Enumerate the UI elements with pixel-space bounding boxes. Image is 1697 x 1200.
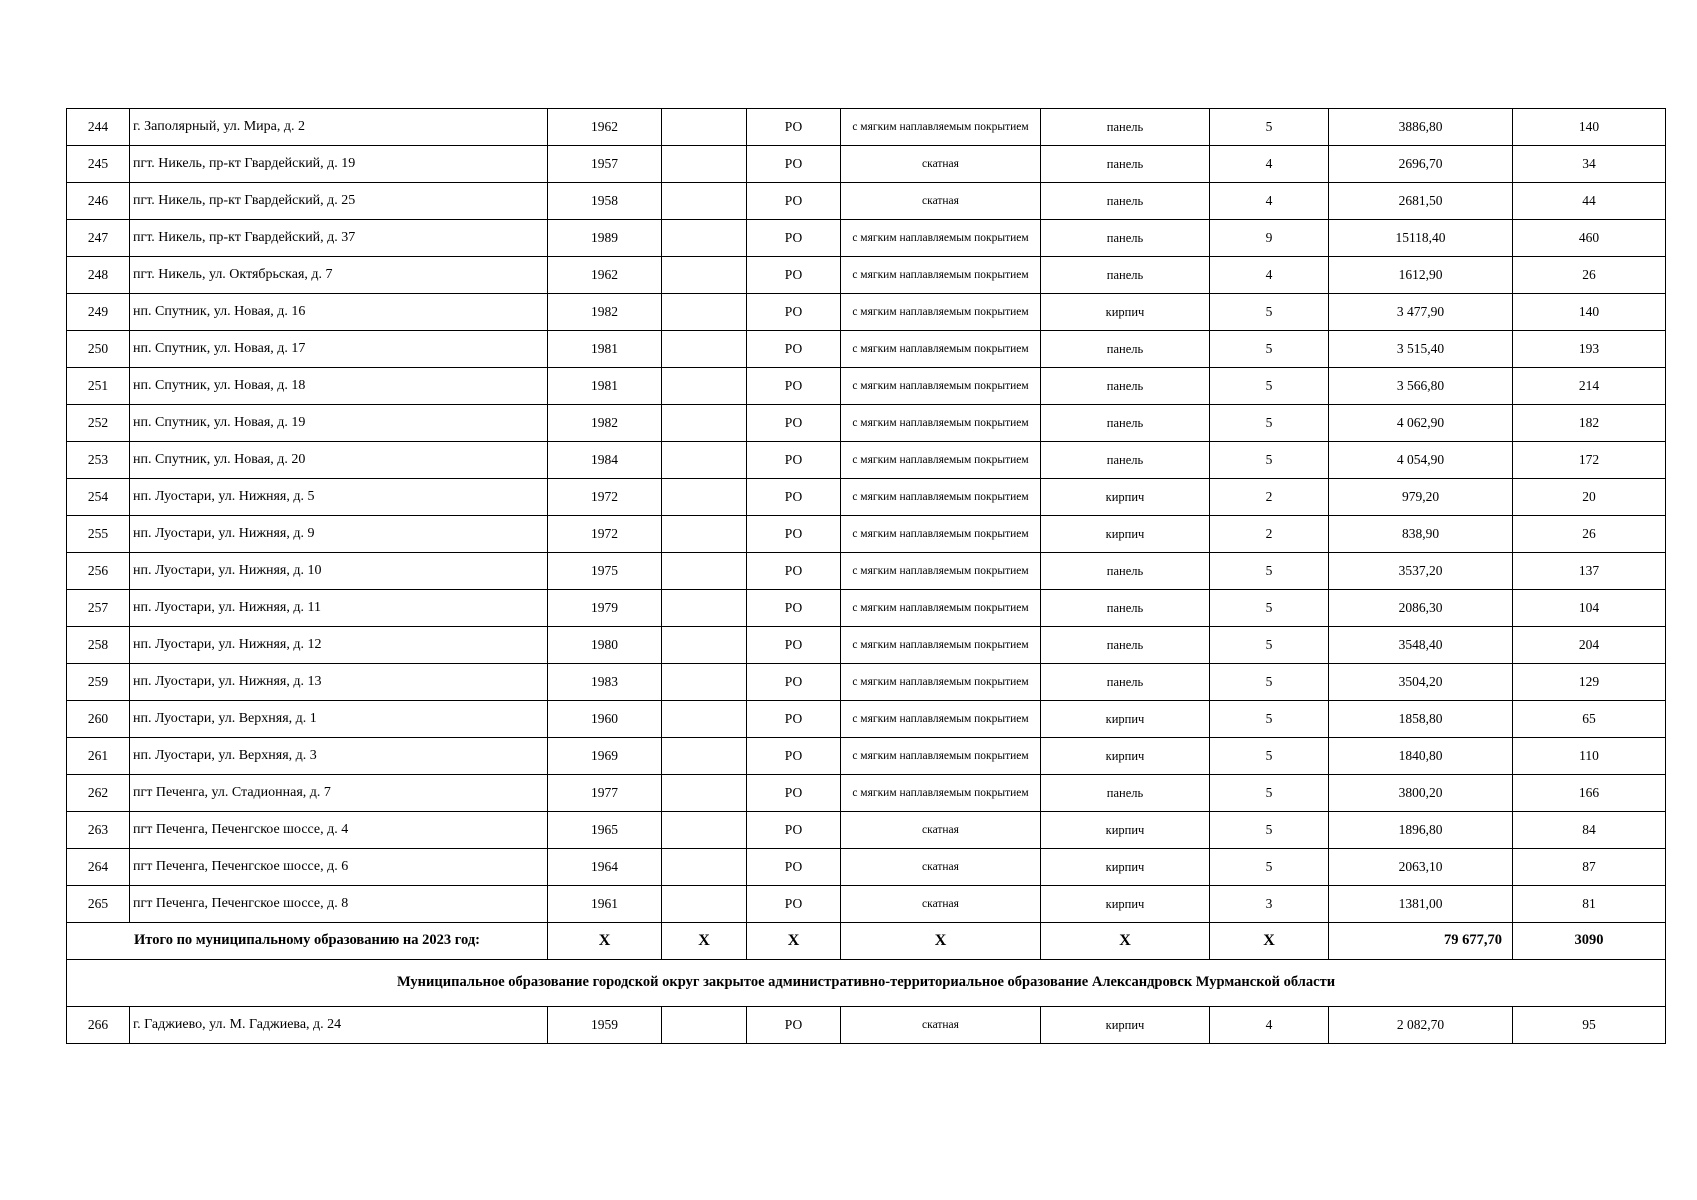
year-cell: 1982 [548,294,662,331]
method-cell: РО [747,1007,841,1044]
address-cell: г. Заполярный, ул. Мира, д. 2 [130,109,548,146]
residents-cell: 44 [1513,183,1666,220]
floors-cell: 5 [1210,405,1329,442]
empty-cell [662,109,747,146]
roof-type-cell: с мягким наплавляемым покрытием [841,553,1041,590]
wall-material-cell: кирпич [1041,516,1210,553]
residents-cell: 129 [1513,664,1666,701]
residents-cell: 214 [1513,368,1666,405]
residents-cell: 104 [1513,590,1666,627]
year-cell: 1962 [548,257,662,294]
wall-material-cell: панель [1041,146,1210,183]
residents-cell: 204 [1513,627,1666,664]
empty-cell [662,405,747,442]
table-row [67,220,1666,257]
area-cell: 979,20 [1329,479,1513,516]
roof-type-cell: скатная [841,849,1041,886]
table-row [67,590,1666,627]
floors-cell: 5 [1210,553,1329,590]
wall-material-cell: панель [1041,183,1210,220]
wall-material-cell: кирпич [1041,849,1210,886]
area-cell: 1612,90 [1329,257,1513,294]
area-cell: 838,90 [1329,516,1513,553]
wall-material-cell: кирпич [1041,701,1210,738]
roof-type-cell: с мягким наплавляемым покрытием [841,738,1041,775]
address-cell: пгт Печенга, Печенгское шоссе, д. 4 [130,812,548,849]
area-cell: 3548,40 [1329,627,1513,664]
roof-type-cell: с мягким наплавляемым покрытием [841,516,1041,553]
empty-cell [662,220,747,257]
floors-cell: 4 [1210,1007,1329,1044]
wall-material-cell: панель [1041,775,1210,812]
table-row [67,516,1666,553]
method-cell: РО [747,812,841,849]
wall-material-cell: панель [1041,442,1210,479]
wall-material-cell: кирпич [1041,812,1210,849]
residents-cell: 95 [1513,1007,1666,1044]
residents-cell: 166 [1513,775,1666,812]
year-cell: 1965 [548,812,662,849]
row-number-cell: 255 [67,516,130,553]
table-row [67,553,1666,590]
area-cell: 3 477,90 [1329,294,1513,331]
year-cell: 1983 [548,664,662,701]
total-row [67,923,1666,960]
wall-material-cell: панель [1041,109,1210,146]
method-cell: РО [747,664,841,701]
residents-cell: 26 [1513,257,1666,294]
area-cell: 3 515,40 [1329,331,1513,368]
address-cell: пгт. Никель, пр-кт Гвардейский, д. 19 [130,146,548,183]
row-number-cell: 264 [67,849,130,886]
area-cell: 1858,80 [1329,701,1513,738]
row-number-cell: 247 [67,220,130,257]
residents-cell: 84 [1513,812,1666,849]
table-row [67,738,1666,775]
address-cell: нп. Спутник, ул. Новая, д. 17 [130,331,548,368]
method-cell: РО [747,405,841,442]
residents-cell: 172 [1513,442,1666,479]
total-x-mark: Х [662,923,747,960]
method-cell: РО [747,738,841,775]
total-area: 79 677,70 [1329,923,1513,960]
roof-type-cell: скатная [841,886,1041,923]
roof-type-cell: с мягким наплавляемым покрытием [841,368,1041,405]
row-number-cell: 265 [67,886,130,923]
table-row [67,294,1666,331]
row-number-cell: 260 [67,701,130,738]
residents-cell: 65 [1513,701,1666,738]
table-row [67,109,1666,146]
empty-cell [662,257,747,294]
area-cell: 15118,40 [1329,220,1513,257]
row-number-cell: 258 [67,627,130,664]
address-cell: пгт Печенга, Печенгское шоссе, д. 6 [130,849,548,886]
total-x-mark: Х [841,923,1041,960]
floors-cell: 5 [1210,109,1329,146]
roof-type-cell: с мягким наплавляемым покрытием [841,479,1041,516]
year-cell: 1961 [548,886,662,923]
wall-material-cell: панель [1041,220,1210,257]
address-cell: нп. Луостари, ул. Нижняя, д. 10 [130,553,548,590]
wall-material-cell: панель [1041,405,1210,442]
roof-type-cell: с мягким наплавляемым покрытием [841,257,1041,294]
roof-type-cell: с мягким наплавляемым покрытием [841,664,1041,701]
roof-type-cell: скатная [841,183,1041,220]
table-row [67,775,1666,812]
empty-cell [662,516,747,553]
floors-cell: 9 [1210,220,1329,257]
floors-cell: 2 [1210,516,1329,553]
table-row [67,257,1666,294]
year-cell: 1958 [548,183,662,220]
roof-type-cell: с мягким наплавляемым покрытием [841,775,1041,812]
address-cell: нп. Спутник, ул. Новая, д. 18 [130,368,548,405]
residents-cell: 34 [1513,146,1666,183]
wall-material-cell: кирпич [1041,294,1210,331]
total-label: Итого по муниципальному образованию на 2023 год: [67,923,548,960]
row-number-cell: 250 [67,331,130,368]
empty-cell [662,886,747,923]
floors-cell: 5 [1210,812,1329,849]
floors-cell: 2 [1210,479,1329,516]
address-cell: г. Гаджиево, ул. М. Гаджиева, д. 24 [130,1007,548,1044]
method-cell: РО [747,220,841,257]
row-number-cell: 263 [67,812,130,849]
area-cell: 3 566,80 [1329,368,1513,405]
area-cell: 2063,10 [1329,849,1513,886]
address-cell: нп. Луостари, ул. Верхняя, д. 1 [130,701,548,738]
address-cell: пгт Печенга, Печенгское шоссе, д. 8 [130,886,548,923]
empty-cell [662,294,747,331]
method-cell: РО [747,146,841,183]
method-cell: РО [747,109,841,146]
residents-cell: 81 [1513,886,1666,923]
method-cell: РО [747,775,841,812]
address-cell: пгт. Никель, пр-кт Гвардейский, д. 37 [130,220,548,257]
residents-cell: 140 [1513,109,1666,146]
floors-cell: 5 [1210,701,1329,738]
address-cell: пгт. Никель, пр-кт Гвардейский, д. 25 [130,183,548,220]
total-residents: 3090 [1513,923,1666,960]
floors-cell: 4 [1210,183,1329,220]
address-cell: пгт. Никель, ул. Октябрьская, д. 7 [130,257,548,294]
roof-type-cell: скатная [841,812,1041,849]
area-cell: 2696,70 [1329,146,1513,183]
row-number-cell: 253 [67,442,130,479]
address-cell: пгт Печенга, ул. Стадионная, д. 7 [130,775,548,812]
empty-cell [662,183,747,220]
year-cell: 1979 [548,590,662,627]
empty-cell [662,368,747,405]
method-cell: РО [747,590,841,627]
roof-type-cell: с мягким наплавляемым покрытием [841,331,1041,368]
table-row [67,331,1666,368]
area-cell: 1381,00 [1329,886,1513,923]
address-cell: нп. Луостари, ул. Нижняя, д. 9 [130,516,548,553]
empty-cell [662,1007,747,1044]
row-number-cell: 254 [67,479,130,516]
table-row [67,627,1666,664]
roof-type-cell: с мягким наплавляемым покрытием [841,701,1041,738]
table-row [67,849,1666,886]
empty-cell [662,146,747,183]
table-row [67,886,1666,923]
residents-cell: 87 [1513,849,1666,886]
floors-cell: 5 [1210,775,1329,812]
roof-type-cell: с мягким наплавляемым покрытием [841,405,1041,442]
year-cell: 1982 [548,405,662,442]
method-cell: РО [747,627,841,664]
year-cell: 1969 [548,738,662,775]
floors-cell: 5 [1210,738,1329,775]
row-number-cell: 248 [67,257,130,294]
table-row [67,664,1666,701]
year-cell: 1984 [548,442,662,479]
wall-material-cell: кирпич [1041,1007,1210,1044]
table-row [67,183,1666,220]
residents-cell: 182 [1513,405,1666,442]
area-cell: 3504,20 [1329,664,1513,701]
wall-material-cell: панель [1041,331,1210,368]
row-number-cell: 245 [67,146,130,183]
year-cell: 1981 [548,368,662,405]
residents-cell: 193 [1513,331,1666,368]
roof-type-cell: скатная [841,146,1041,183]
residents-cell: 20 [1513,479,1666,516]
area-cell: 1840,80 [1329,738,1513,775]
method-cell: РО [747,442,841,479]
row-number-cell: 252 [67,405,130,442]
area-cell: 1896,80 [1329,812,1513,849]
floors-cell: 3 [1210,886,1329,923]
method-cell: РО [747,516,841,553]
table-row [67,1007,1666,1044]
address-cell: нп. Луостари, ул. Нижняя, д. 11 [130,590,548,627]
area-cell: 3800,20 [1329,775,1513,812]
roof-type-cell: скатная [841,1007,1041,1044]
row-number-cell: 256 [67,553,130,590]
residents-cell: 26 [1513,516,1666,553]
row-number-cell: 257 [67,590,130,627]
empty-cell [662,849,747,886]
empty-cell [662,812,747,849]
row-number-cell: 261 [67,738,130,775]
total-x-mark: Х [747,923,841,960]
wall-material-cell: кирпич [1041,886,1210,923]
empty-cell [662,442,747,479]
year-cell: 1959 [548,1007,662,1044]
floors-cell: 5 [1210,590,1329,627]
row-number-cell: 249 [67,294,130,331]
method-cell: РО [747,331,841,368]
year-cell: 1957 [548,146,662,183]
floors-cell: 5 [1210,849,1329,886]
method-cell: РО [747,479,841,516]
wall-material-cell: панель [1041,664,1210,701]
table-row [67,701,1666,738]
method-cell: РО [747,886,841,923]
total-x-mark: Х [548,923,662,960]
wall-material-cell: панель [1041,553,1210,590]
table-row [67,368,1666,405]
year-cell: 1962 [548,109,662,146]
year-cell: 1964 [548,849,662,886]
floors-cell: 5 [1210,442,1329,479]
method-cell: РО [747,183,841,220]
year-cell: 1989 [548,220,662,257]
row-number-cell: 246 [67,183,130,220]
address-cell: нп. Спутник, ул. Новая, д. 20 [130,442,548,479]
roof-type-cell: с мягким наплавляемым покрытием [841,442,1041,479]
table-body [67,109,1666,1044]
wall-material-cell: панель [1041,257,1210,294]
address-cell: нп. Луостари, ул. Нижняя, д. 12 [130,627,548,664]
row-number-cell: 244 [67,109,130,146]
year-cell: 1960 [548,701,662,738]
wall-material-cell: панель [1041,368,1210,405]
roof-type-cell: с мягким наплавляемым покрытием [841,294,1041,331]
method-cell: РО [747,553,841,590]
row-number-cell: 259 [67,664,130,701]
area-cell: 3886,80 [1329,109,1513,146]
empty-cell [662,479,747,516]
empty-cell [662,553,747,590]
row-number-cell: 266 [67,1007,130,1044]
area-cell: 2086,30 [1329,590,1513,627]
year-cell: 1975 [548,553,662,590]
roof-type-cell: с мягким наплавляемым покрытием [841,220,1041,257]
address-cell: нп. Спутник, ул. Новая, д. 16 [130,294,548,331]
floors-cell: 5 [1210,331,1329,368]
area-cell: 2681,50 [1329,183,1513,220]
total-x-mark: Х [1210,923,1329,960]
area-cell: 4 062,90 [1329,405,1513,442]
empty-cell [662,331,747,368]
floors-cell: 5 [1210,368,1329,405]
method-cell: РО [747,701,841,738]
address-cell: нп. Спутник, ул. Новая, д. 19 [130,405,548,442]
method-cell: РО [747,368,841,405]
total-x-mark: Х [1041,923,1210,960]
method-cell: РО [747,257,841,294]
roof-type-cell: с мягким наплавляемым покрытием [841,627,1041,664]
wall-material-cell: кирпич [1041,479,1210,516]
floors-cell: 5 [1210,627,1329,664]
row-number-cell: 251 [67,368,130,405]
table-row [67,479,1666,516]
year-cell: 1980 [548,627,662,664]
roof-type-cell: с мягким наплавляемым покрытием [841,590,1041,627]
empty-cell [662,627,747,664]
empty-cell [662,738,747,775]
floors-cell: 5 [1210,664,1329,701]
empty-cell [662,590,747,627]
row-number-cell: 262 [67,775,130,812]
area-cell: 3537,20 [1329,553,1513,590]
year-cell: 1972 [548,516,662,553]
floors-cell: 4 [1210,257,1329,294]
empty-cell [662,664,747,701]
wall-material-cell: панель [1041,627,1210,664]
table-row [67,442,1666,479]
area-cell: 2 082,70 [1329,1007,1513,1044]
floors-cell: 5 [1210,294,1329,331]
residents-cell: 460 [1513,220,1666,257]
floors-cell: 4 [1210,146,1329,183]
address-cell: нп. Луостари, ул. Нижняя, д. 5 [130,479,548,516]
year-cell: 1981 [548,331,662,368]
residents-cell: 140 [1513,294,1666,331]
residents-cell: 110 [1513,738,1666,775]
table-row [67,812,1666,849]
area-cell: 4 054,90 [1329,442,1513,479]
residents-cell: 137 [1513,553,1666,590]
housing-table [66,108,1666,1044]
empty-cell [662,775,747,812]
address-cell: нп. Луостари, ул. Нижняя, д. 13 [130,664,548,701]
section-header-row [67,960,1666,1007]
year-cell: 1977 [548,775,662,812]
year-cell: 1972 [548,479,662,516]
address-cell: нп. Луостари, ул. Верхняя, д. 3 [130,738,548,775]
empty-cell [662,701,747,738]
wall-material-cell: панель [1041,590,1210,627]
table-row [67,146,1666,183]
method-cell: РО [747,849,841,886]
wall-material-cell: кирпич [1041,738,1210,775]
table-row [67,405,1666,442]
method-cell: РО [747,294,841,331]
roof-type-cell: с мягким наплавляемым покрытием [841,109,1041,146]
section-title: Муниципальное образование городской округ закрытое административно-территориальное образование Александровск Мурманской области [67,960,1666,1007]
